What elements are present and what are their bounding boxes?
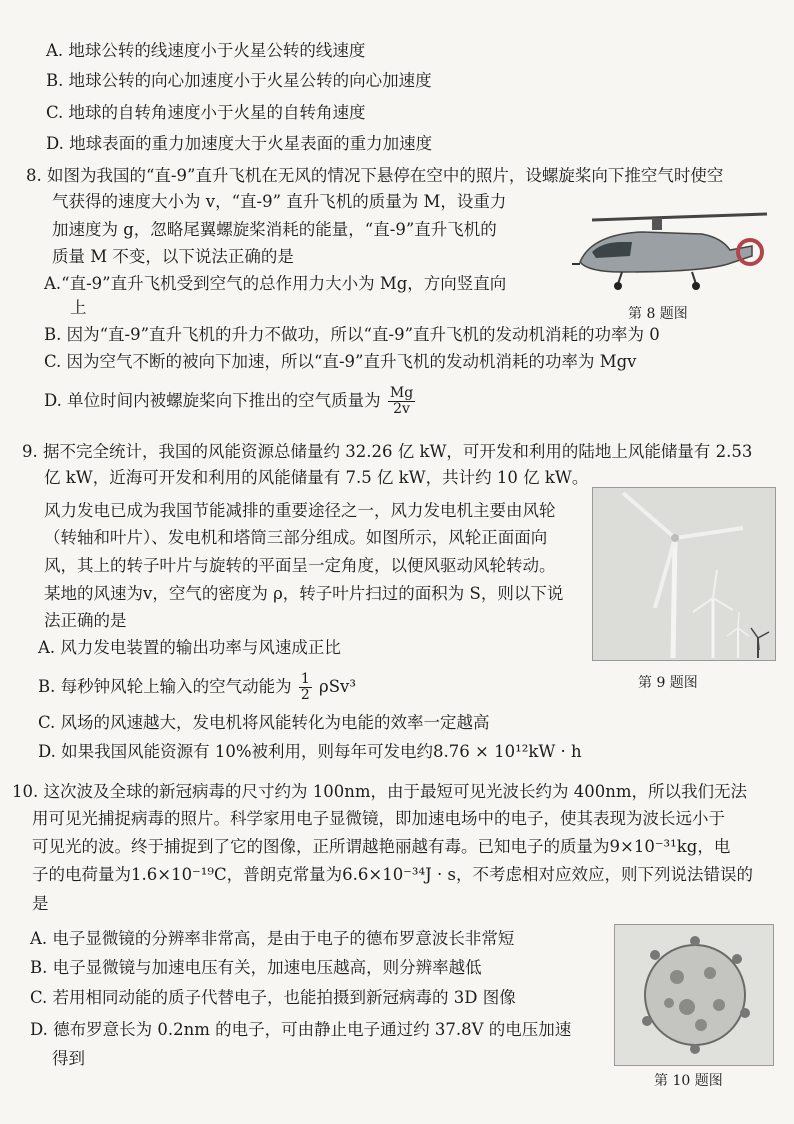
q8-stem-line-1: 8. 如图为我国的“直-9”直升飞机在无风的情况下悬停在空中的照片，设螺旋桨向下推空气时使空 xyxy=(26,166,724,185)
q9-fraction-numerator: 1 xyxy=(300,671,310,687)
virus-figure xyxy=(614,924,774,1066)
q8-stem-line-2: 气获得的速度大小为 v，“直-9” 直升飞机的质量为 M，设重力 xyxy=(52,192,507,211)
q9-figure-caption: 第 9 题图 xyxy=(638,675,698,691)
q10-option-a: A. 电子显微镜的分辨率非常高，是由于电子的德布罗意波长非常短 xyxy=(30,929,515,948)
q8-option-a-line-1: A.“直-9”直升飞机受到空气的总作用力大小为 Mg，方向竖直向 xyxy=(44,274,507,293)
q7-option-a: A. 地球公转的线速度小于火星公转的线速度 xyxy=(46,41,366,60)
q8-option-c: C. 因为空气不断的被向下加速，所以“直-9”直升飞机的发动机消耗的功率为 Mgv xyxy=(44,352,637,371)
q10-stem-line-5: 是 xyxy=(32,894,49,913)
q8-option-d-text: D. 单位时间内被螺旋桨向下推出的空气质量为 xyxy=(44,391,381,410)
q10-option-d-line-1: D. 德布罗意长为 0.2nm 的电子，可由静止电子通过约 37.8V 的电压加速 xyxy=(30,1020,572,1039)
q7-option-b: B. 地球公转的向心加速度小于火星公转的向心加速度 xyxy=(46,71,432,90)
q7-option-d: D. 地球表面的重力加速度大于火星表面的重力加速度 xyxy=(46,134,433,153)
wind-turbine-illustration xyxy=(593,488,775,660)
q9-stem-line-7: 法正确的是 xyxy=(44,611,127,630)
q9-stem-line-6: 某地的风速为v，空气的密度为 ρ，转子叶片扫过的面积为 S，则以下说 xyxy=(44,584,564,603)
q10-stem-line-2: 用可见光捕捉病毒的照片。科学家用电子显微镜，即加速电场中的电子，使其表现为波长远小于 xyxy=(32,809,725,828)
q8-stem-line-4: 质量 M 不变，以下说法正确的是 xyxy=(52,247,294,266)
q9-fraction-denominator: 2 xyxy=(300,687,310,703)
q9-stem-line-1: 9. 据不完全统计，我国的风能资源总储量约 32.26 亿 kW，可开发和利用的陆地上风能储量有 2.53 xyxy=(22,442,753,461)
q9-option-b xyxy=(38,672,356,703)
q10-option-d-line-2: 得到 xyxy=(52,1049,85,1068)
q10-stem-line-4: 子的电荷量为1.6×10⁻¹⁹C，普朗克常量为6.6×10⁻³⁴J · s，不考虑相对应效应，则下列说法错误的 xyxy=(32,865,753,884)
q10-stem-line-3: 可见光的波。终于捕捉到了它的图像，正所谓越艳丽越有毒。已知电子的质量为9×10⁻³¹kg，电 xyxy=(32,837,731,856)
q8-figure-caption: 第 8 题图 xyxy=(628,306,688,322)
helicopter-figure xyxy=(552,200,782,300)
q10-option-c: C. 若用相同动能的质子代替电子，也能拍摄到新冠病毒的 3D 图像 xyxy=(30,988,516,1007)
q8-option-d-fraction xyxy=(388,386,415,417)
virus-illustration xyxy=(615,925,773,1065)
q8-fraction-denominator: 2v xyxy=(393,401,410,417)
q9-stem-line-3: 风力发电已成为我国节能减排的重要途径之一，风力发电机主要由风轮 xyxy=(44,501,556,520)
q10-stem-line-1: 10. 这次波及全球的新冠病毒的尺寸约为 100nm，由于最短可见光波长约为 400nm，所以我们无法 xyxy=(12,782,748,801)
q9-option-b-fraction xyxy=(299,672,312,703)
q10-option-b: B. 电子显微镜与加速电压有关，加速电压越高，则分辨率越低 xyxy=(30,958,482,977)
q8-option-b: B. 因为“直-9”直升飞机的升力不做功，所以“直-9”直升飞机的发动机消耗的功率为 0 xyxy=(44,325,660,344)
q9-option-b-expression: ρSv³ xyxy=(319,677,356,696)
q9-option-c: C. 风场的风速越大，发电机将风能转化为电能的效率一定越高 xyxy=(38,713,490,732)
q9-stem-line-5: 风，其上的转子叶片与旋转的平面呈一定角度，以便风驱动风轮转动。 xyxy=(44,556,556,575)
q8-option-a-line-2: 上 xyxy=(70,298,87,317)
q10-figure-caption: 第 10 题图 xyxy=(654,1073,723,1089)
q9-option-a: A. 风力发电装置的输出功率与风速成正比 xyxy=(38,638,341,657)
q9-stem-line-2: 亿 kW，近海可开发和利用的风能储量有 7.5 亿 kW，共计约 10 亿 kW。 xyxy=(44,468,589,487)
wind-turbine-figure xyxy=(592,487,776,661)
q7-option-c: C. 地球的自转角速度小于火星的自转角速度 xyxy=(46,103,366,122)
helicopter-illustration xyxy=(552,200,782,300)
q8-fraction-numerator: Mg xyxy=(389,385,414,401)
q9-option-b-text: B. 每秒钟风轮上输入的空气动能为 xyxy=(38,677,292,696)
q8-option-d xyxy=(44,386,417,417)
q8-stem-line-3: 加速度为 g，忽略尾翼螺旋桨消耗的能量，“直-9”直升飞机的 xyxy=(52,220,497,239)
q9-stem-line-4: （转轴和叶片）、发电机和塔筒三部分组成。如图所示，风轮正面面向 xyxy=(44,528,548,547)
q9-option-d: D. 如果我国风能资源有 10%被利用，则每年可发电约8.76 × 10¹²kW · h xyxy=(38,742,582,761)
